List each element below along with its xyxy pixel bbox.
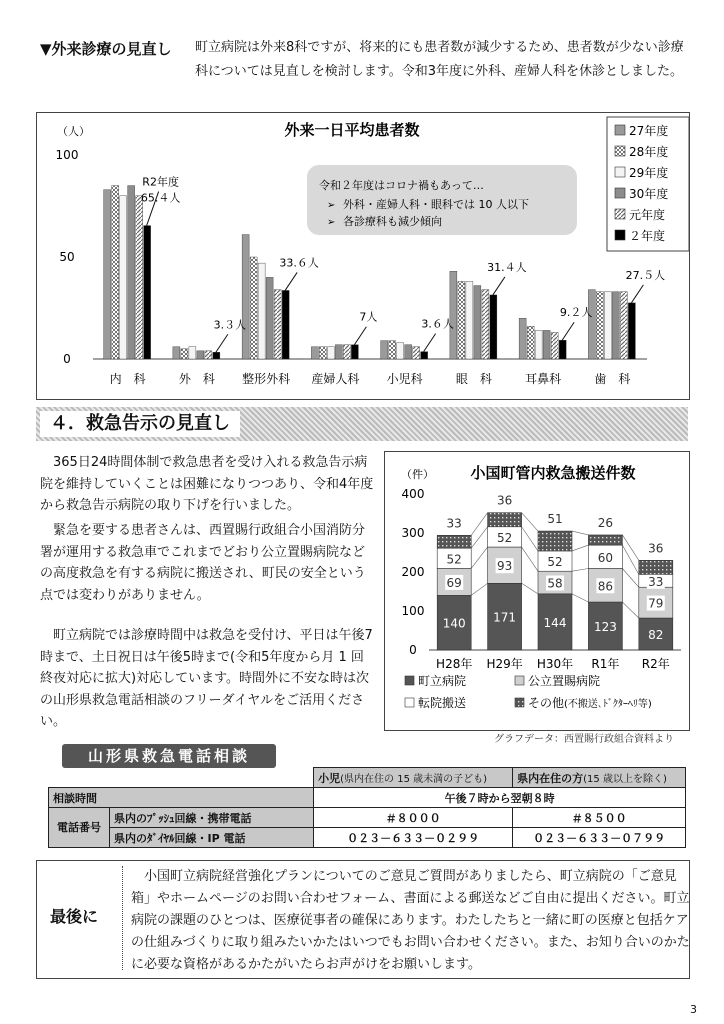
chart1-ylabel: （人） bbox=[57, 125, 90, 138]
chart1-label-leader bbox=[285, 272, 297, 290]
chart1-bar bbox=[173, 347, 180, 359]
chart1-bar bbox=[343, 345, 350, 359]
chart1-bar bbox=[620, 292, 627, 359]
intro-paragraph: 町立病院は外来8科ですが、将来的にも患者数が減少するため、患者数が少ない診療科については見直しを検討します。令和3年度に外科、産婦人科を休診としました。 bbox=[195, 40, 684, 79]
arrow-bullet-icon: ➢ bbox=[327, 217, 336, 228]
chart2-legend-swatch bbox=[405, 698, 414, 707]
outpatient-chart bbox=[37, 113, 689, 399]
chart1-annotation-line3: 各診療科も減少傾向 bbox=[343, 215, 442, 228]
chart1-category-label: 内 科 bbox=[109, 372, 146, 386]
chart1-bar bbox=[612, 292, 619, 359]
chart1-label-leader bbox=[424, 334, 436, 352]
chart1-bar bbox=[136, 196, 143, 359]
chart1-bar bbox=[389, 341, 396, 359]
chart1-bar bbox=[466, 281, 473, 359]
chart1-bar bbox=[274, 290, 281, 359]
hotline-row2-label: 県内のﾀﾞｲﾔﾙ回線・IP 電話 bbox=[110, 828, 314, 848]
chart2-value-label: 36 bbox=[648, 541, 664, 556]
chart1-category-label: 産婦人科 bbox=[311, 372, 360, 386]
chart2-y-tick: 200 bbox=[401, 565, 425, 579]
hotline-number-adult-dial[interactable]: ０２３－６３３－０７９９ bbox=[513, 828, 686, 848]
chart1-data-label: 33.６人 bbox=[279, 256, 319, 270]
chart1-legend-swatch bbox=[615, 209, 625, 219]
chart1-bar bbox=[381, 341, 388, 359]
chart2-value-label: 52 bbox=[446, 552, 462, 567]
chart2-y-tick: 0 bbox=[409, 643, 417, 657]
chart1-bar bbox=[112, 186, 119, 359]
chart1-bar bbox=[266, 277, 273, 359]
chart1-data-label: 3.３人 bbox=[213, 318, 247, 332]
chart1-bar bbox=[628, 303, 635, 359]
chart1-bar bbox=[120, 196, 127, 359]
hotline-row1-label: 県内のﾌﾟｯｼｭ回線・携帯電話 bbox=[110, 808, 314, 828]
chart2-connector-line bbox=[522, 547, 538, 571]
chart1-bar bbox=[327, 347, 334, 359]
chart2-value-label: 144 bbox=[543, 615, 567, 630]
chart1-legend-label: 30年度 bbox=[629, 187, 669, 201]
chart2-connector-line bbox=[622, 602, 638, 618]
ambulance-chart-frame bbox=[384, 451, 690, 731]
chart2-bar-segment bbox=[437, 535, 471, 548]
chart1-legend-label: 28年度 bbox=[629, 145, 669, 159]
chart2-connector-line bbox=[622, 535, 638, 560]
chart1-bar bbox=[311, 347, 318, 359]
chart1-bar bbox=[242, 235, 249, 359]
chart1-bar bbox=[604, 292, 611, 359]
chart1-y-tick: 100 bbox=[55, 148, 79, 162]
chart2-value-label: 33 bbox=[446, 516, 462, 531]
chart2-bar-segment bbox=[639, 560, 673, 574]
chart1-data-label: 7人 bbox=[359, 310, 378, 324]
hotline-banner: 山形県救急電話相談 bbox=[62, 744, 276, 768]
hotline-table bbox=[48, 767, 686, 848]
hotline-number-child-dial[interactable]: ０２３－６３３－０２９９ bbox=[314, 828, 513, 848]
chart2-value-label: 82 bbox=[648, 628, 664, 643]
chart2-legend-label: その他(不搬送､ﾄﾞｸﾀｰﾍﾘ等) bbox=[528, 696, 652, 710]
chart1-category-label: 小児科 bbox=[386, 372, 423, 386]
final-paragraph: 小国町立病院経営強化プランについてのご意見ご質問がありましたら、町立病院の「ご意見箱」やホームページのお問い合わせフォーム、書面による郵送などご自由に提出ください。町立病院の課題のひとつは、医療従事者の確保にあります。わたしたちと一緒に町の医療と包括ケアの仕組みづくりに取り組みたいかたはいつでもお問い合わせください。また、お知り合いのかたに必要な資格があるかたがいたらお声がけをお願いします。 bbox=[122, 866, 691, 970]
chart2-legend-label: 公立置賜病院 bbox=[528, 674, 601, 688]
chart2-value-label: 58 bbox=[547, 576, 563, 591]
chart1-bar bbox=[527, 326, 534, 359]
section-heading-outpatient: ▼外来診療の見直し bbox=[40, 40, 172, 58]
chart1-bar bbox=[104, 190, 111, 359]
chart2-connector-line bbox=[471, 547, 487, 568]
chart2-bar-segment bbox=[538, 531, 572, 551]
chart2-legend-label: 転院搬送 bbox=[418, 696, 467, 710]
chart2-value-label: 52 bbox=[547, 555, 563, 570]
chart2-value-label: 86 bbox=[597, 579, 614, 594]
chart1-legend-swatch bbox=[615, 146, 625, 156]
chart2-legend-label: 町立病院 bbox=[418, 674, 467, 688]
chart2-y-tick: 100 bbox=[401, 604, 425, 618]
chart1-category-label: 眼 科 bbox=[455, 372, 492, 386]
chart1-bar bbox=[535, 330, 542, 359]
chart1-legend-swatch bbox=[615, 188, 625, 198]
hotline-head-adult: 県内在住の方(15 歳以上を除く) bbox=[513, 768, 686, 788]
chart2-connector-line bbox=[572, 594, 588, 602]
chart2-value-label: 51 bbox=[547, 512, 563, 527]
chart2-bar-segment bbox=[488, 513, 522, 527]
chart2-connector-line bbox=[622, 545, 638, 574]
chart2-connector-line bbox=[622, 568, 638, 587]
chart2-connector-line bbox=[471, 527, 487, 548]
chart1-bar bbox=[474, 286, 481, 359]
chart1-y-tick: 0 bbox=[63, 352, 71, 366]
chart1-legend-label: 27年度 bbox=[629, 124, 669, 138]
chart1-bar bbox=[490, 295, 497, 359]
hotline-hours: 午後７時から翌朝８時 bbox=[314, 788, 686, 808]
chart1-category-label: 耳鼻科 bbox=[525, 372, 562, 386]
chart1-bar bbox=[205, 351, 212, 359]
section4-paragraph-3: 町立病院では診療時間中は救急を受付け、平日は午後7時まで、土日祝日は午後5時まで(令和5年度から月 1 回終夜対応に拡大)対応しています。時間外に不安な時は次の山形県救急電話相談のフリーダイヤルをご活用ください。 bbox=[40, 628, 373, 729]
chart2-y-tick: 400 bbox=[401, 487, 425, 501]
hotline-head-child: 小児(県内在住の 15 歳未満の子ども) bbox=[314, 768, 513, 788]
chart1-bar bbox=[543, 330, 550, 359]
chart2-category-label: H29年 bbox=[486, 657, 523, 671]
chart1-bar bbox=[421, 352, 428, 359]
chart1-data-label: 27.５人 bbox=[625, 268, 666, 282]
chart2-value-label: 33 bbox=[648, 574, 664, 589]
final-label: 最後に bbox=[50, 907, 99, 926]
chart2-value-label: 171 bbox=[493, 610, 517, 625]
chart1-bar bbox=[250, 257, 257, 359]
chart1-bar bbox=[588, 290, 595, 359]
chart2-value-label: 93 bbox=[496, 559, 513, 574]
chart1-data-label: 9.２人 bbox=[559, 306, 593, 320]
outpatient-chart-frame bbox=[36, 112, 690, 400]
chart1-bar bbox=[450, 271, 457, 359]
ambulance-chart bbox=[385, 452, 689, 730]
chart1-label-leader bbox=[631, 285, 643, 303]
chart1-bar bbox=[559, 340, 566, 359]
chart1-bar bbox=[482, 290, 489, 359]
chart2-connector-line bbox=[572, 531, 588, 535]
chart2-legend-swatch bbox=[515, 698, 524, 707]
hotline-phone-label: 電話番号 bbox=[49, 808, 110, 848]
chart2-ylabel: （件） bbox=[401, 468, 434, 481]
chart2-connector-line bbox=[572, 545, 588, 551]
chart2-title: 小国町管内救急搬送件数 bbox=[470, 464, 636, 482]
chart1-bar bbox=[197, 351, 204, 359]
chart1-y-tick: 50 bbox=[59, 250, 75, 264]
chart2-connector-line bbox=[522, 513, 538, 531]
chart1-label-leader bbox=[493, 277, 505, 295]
chart1-bar bbox=[405, 345, 412, 359]
hotline-hours-label: 相談時間 bbox=[49, 788, 314, 808]
chart1-bar bbox=[596, 292, 603, 359]
chart2-connector-line bbox=[572, 568, 588, 571]
chart2-value-label: 36 bbox=[496, 493, 513, 508]
chart2-category-label: H28年 bbox=[436, 657, 473, 671]
chart2-value-label: 123 bbox=[593, 620, 617, 635]
chart1-bar bbox=[282, 290, 289, 359]
chart1-bar bbox=[551, 332, 558, 359]
chart2-category-label: H30年 bbox=[536, 657, 574, 671]
section-heading-bar bbox=[36, 407, 688, 441]
section4-paragraph-1: 365日24時間体制で救急患者を受け入れる救急告示病院を維持していくことは困難になりつつあり、令和4年度から救急告示病院の取り下げを行いました。 bbox=[40, 455, 374, 513]
chart1-legend-label: 元年度 bbox=[629, 208, 666, 222]
chart2-value-label: 52 bbox=[496, 530, 513, 545]
chart1-category-label: 整形外科 bbox=[242, 372, 291, 386]
chart2-connector-line bbox=[471, 583, 487, 595]
chart2-value-label: 79 bbox=[648, 596, 664, 611]
chart1-bar bbox=[144, 226, 151, 359]
chart2-legend-swatch bbox=[405, 676, 414, 685]
chart1-annotation-line1: 令和２年度はコロナ禍もあって… bbox=[319, 179, 484, 192]
chart2-bar-segment bbox=[588, 535, 622, 545]
section4-paragraph-2: 緊急を要する患者さんは、西置賜行政組合小国消防分署が運用する救急車でこれまでどおり公立置賜病院などの高度救急を有する病院に搬送され、町民の安全という点では変わりがありません。 bbox=[40, 523, 366, 603]
chart1-bar bbox=[181, 349, 188, 359]
chart1-bar bbox=[128, 186, 135, 359]
chart1-bar bbox=[413, 347, 420, 359]
chart1-legend-swatch bbox=[615, 230, 625, 240]
chart1-bar bbox=[397, 343, 404, 359]
chart2-value-label: 69 bbox=[446, 575, 462, 590]
chart1-bar bbox=[519, 318, 526, 359]
chart2-value-label: 26 bbox=[597, 515, 614, 530]
chart2-value-label: 140 bbox=[442, 616, 466, 631]
chart1-legend-label: ２年度 bbox=[629, 229, 666, 243]
chart1-category-label: 外 科 bbox=[178, 372, 215, 386]
section-heading-emergency: ４．救急告示の見直し bbox=[40, 411, 240, 437]
hotline-number-child-push[interactable]: ＃８０００ bbox=[314, 808, 513, 828]
chart2-category-label: R2年 bbox=[641, 657, 670, 671]
chart2-y-tick: 300 bbox=[401, 526, 425, 540]
chart1-bar bbox=[458, 281, 465, 359]
chart2-connector-line bbox=[522, 527, 538, 551]
chart1-label-leader bbox=[354, 327, 366, 345]
chart1-label-leader bbox=[562, 322, 574, 340]
chart1-bar bbox=[319, 347, 326, 359]
chart1-data-label: 3.６人 bbox=[421, 317, 454, 331]
chart1-category-label: 歯 科 bbox=[594, 372, 631, 386]
chart1-bar bbox=[335, 345, 342, 359]
chart1-title: 外来一日平均患者数 bbox=[284, 121, 420, 139]
hotline-number-adult-push[interactable]: ＃８５００ bbox=[513, 808, 686, 828]
arrow-bullet-icon: ➢ bbox=[327, 200, 336, 211]
chart1-label-leader bbox=[216, 334, 228, 352]
chart1-bar bbox=[351, 345, 358, 359]
chart1-bar bbox=[258, 263, 265, 359]
chart1-bar bbox=[213, 352, 220, 359]
chart1-data-label: R2年度 65.４人 bbox=[140, 175, 181, 205]
chart2-legend-swatch bbox=[515, 676, 524, 685]
chart1-bar bbox=[189, 347, 196, 359]
chart2-value-label: 60 bbox=[597, 550, 614, 565]
chart1-legend-label: 29年度 bbox=[629, 166, 669, 180]
chart2-category-label: R1年 bbox=[591, 657, 620, 671]
chart1-legend-swatch bbox=[615, 167, 625, 177]
page-number: 3 bbox=[690, 1003, 697, 1016]
chart1-annotation-line2: 外科・産婦人科・眼科では 10 人以下 bbox=[343, 198, 529, 211]
chart1-legend-swatch bbox=[615, 125, 625, 135]
chart2-connector-line bbox=[522, 583, 538, 594]
chart2-caption: グラフデータ：西置賜行政組合資料より bbox=[494, 734, 674, 745]
chart1-data-label: 31.４人 bbox=[487, 260, 527, 274]
chart2-connector-line bbox=[471, 513, 487, 536]
